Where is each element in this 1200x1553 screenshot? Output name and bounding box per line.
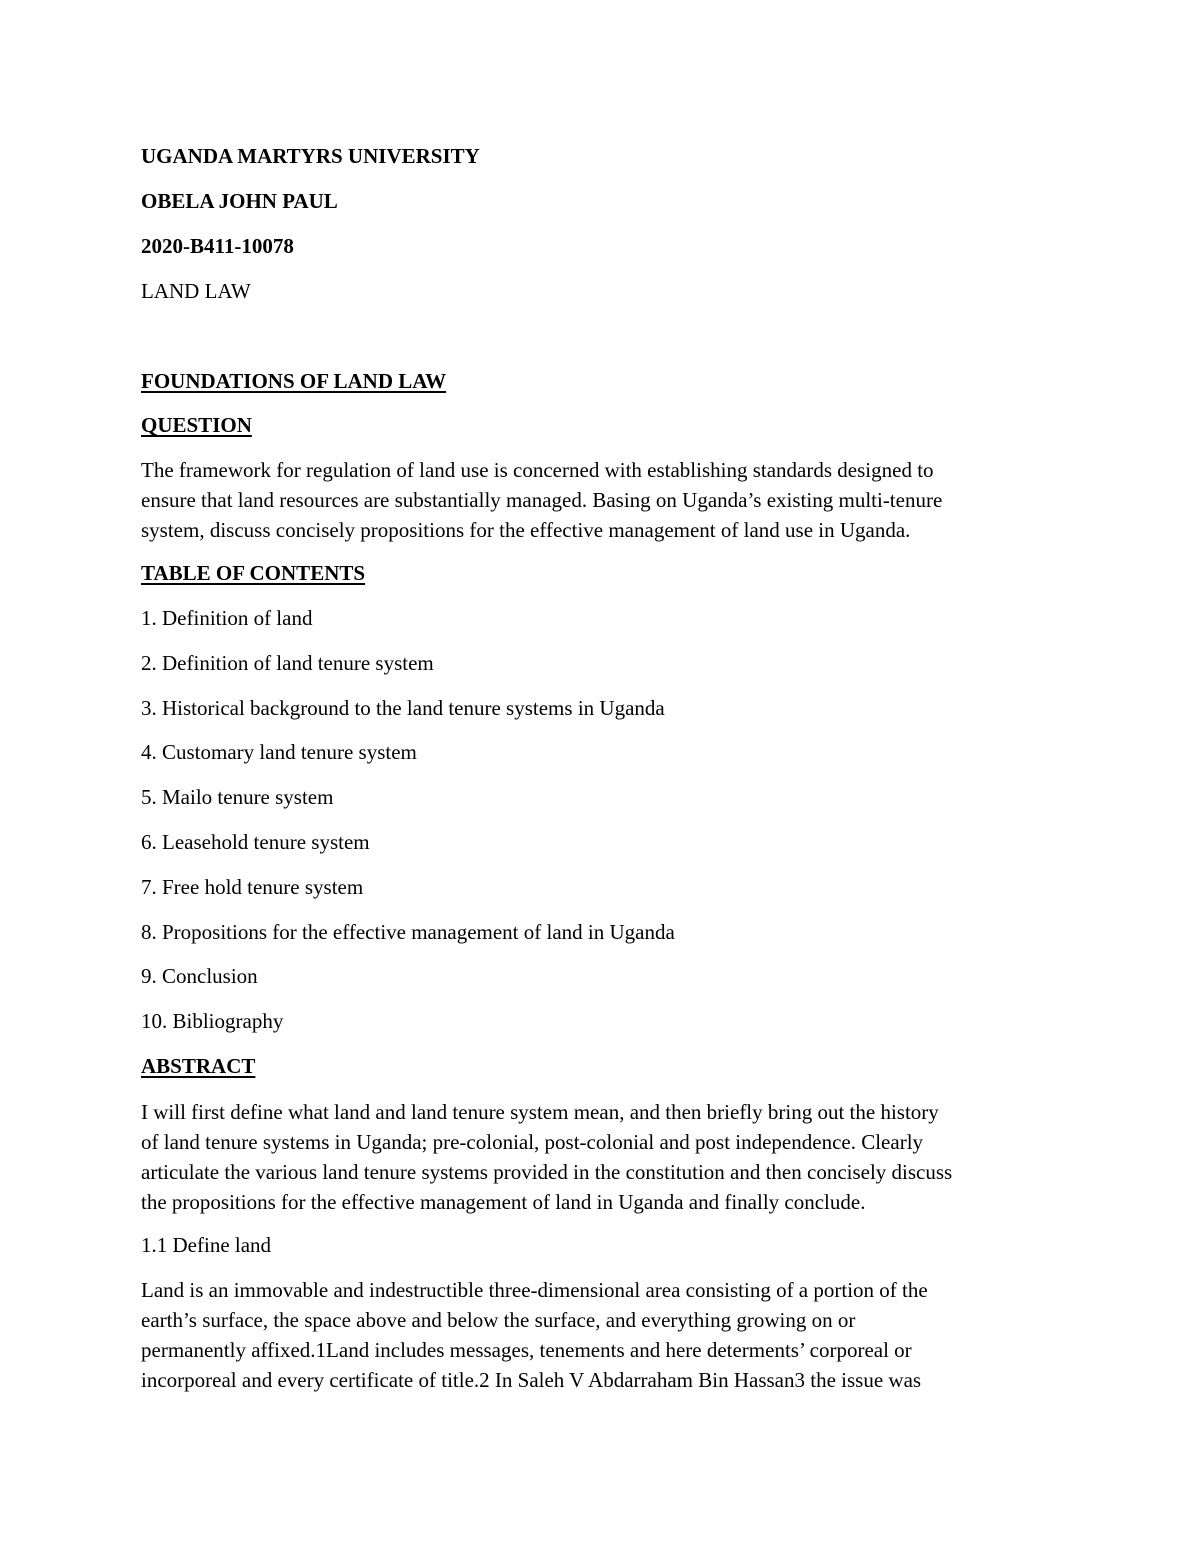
toc-item: 8. Propositions for the effective management of land in Uganda (141, 920, 675, 944)
question-line: The framework for regulation of land use is concerned with establishing standards designed to (141, 458, 934, 482)
abstract-line: the propositions for the effective management of land in Uganda and finally conclude. (141, 1190, 866, 1214)
abstract-line: I will first define what land and land tenure system mean, and then briefly bring out the history (141, 1100, 939, 1124)
document-title: FOUNDATIONS OF LAND LAW (141, 369, 447, 393)
question-line: ensure that land resources are substantially managed. Basing on Uganda’s existing multi-tenure (141, 488, 943, 512)
define-land-line: earth’s surface, the space above and below the surface, and everything growing on or (141, 1308, 856, 1332)
toc-item: 10. Bibliography (141, 1009, 284, 1033)
define-land-paragraph (141, 1275, 1061, 1395)
toc-item: 2. Definition of land tenure system (141, 651, 434, 675)
toc-item: 5. Mailo tenure system (141, 785, 334, 809)
abstract-heading: ABSTRACT (141, 1054, 256, 1078)
question-heading: QUESTION (141, 413, 252, 437)
abstract-paragraph (141, 1097, 1061, 1217)
question-line: system, discuss concisely propositions for the effective management of land use in Uganda. (141, 518, 911, 542)
define-land-line: Land is an immovable and indestructible three-dimensional area consisting of a portion of the (141, 1278, 928, 1302)
toc-heading: TABLE OF CONTENTS (141, 561, 366, 585)
toc-item: 3. Historical background to the land tenure systems in Uganda (141, 696, 665, 720)
section-heading-define-land: 1.1 Define land (141, 1233, 272, 1257)
abstract-line: articulate the various land tenure systems provided in the constitution and then concisely discuss (141, 1160, 953, 1184)
course-name: LAND LAW (141, 279, 251, 303)
registration-number: 2020-B411-10078 (141, 234, 294, 258)
toc-item: 6. Leasehold tenure system (141, 830, 370, 854)
define-land-line: permanently affixed.1Land includes messages, tenements and here determents’ corporeal or (141, 1338, 912, 1362)
question-paragraph (141, 455, 1061, 545)
define-land-line: incorporeal and every certificate of title.2 In Saleh V Abdarraham Bin Hassan3 the issue was (141, 1368, 922, 1392)
toc-item: 1. Definition of land (141, 606, 313, 630)
toc-item: 7. Free hold tenure system (141, 875, 364, 899)
student-name: OBELA JOHN PAUL (141, 189, 338, 213)
university-name: UGANDA MARTYRS UNIVERSITY (141, 144, 480, 168)
abstract-line: of land tenure systems in Uganda; pre-colonial, post-colonial and post independence. Clearly (141, 1130, 924, 1154)
toc-item: 9. Conclusion (141, 964, 258, 988)
toc-item: 4. Customary land tenure system (141, 740, 417, 764)
